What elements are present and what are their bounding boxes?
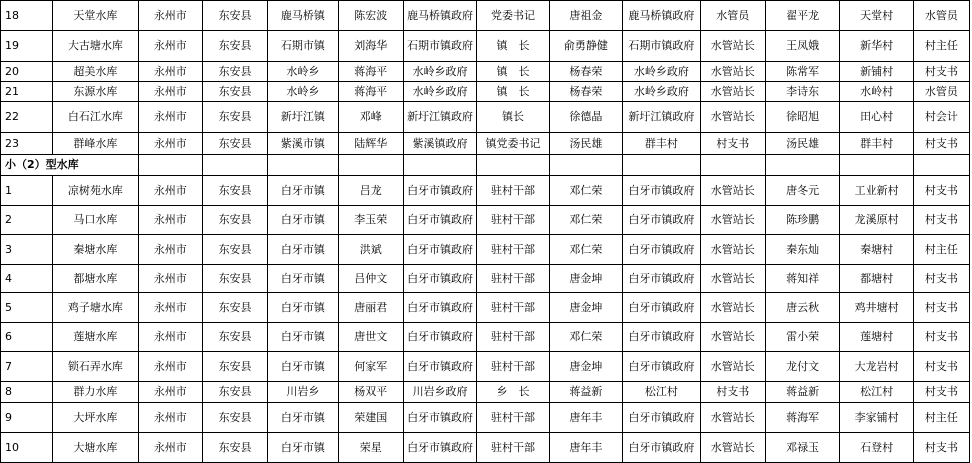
patrol-unit-cell: 石登村 <box>840 433 913 463</box>
tech-person-cell: 杨春荣 <box>549 62 622 82</box>
township-unit-cell: 白牙市镇政府 <box>403 265 476 293</box>
tech-person-cell: 邓仁荣 <box>549 176 622 206</box>
patrol-person-cell: 唐冬元 <box>765 176 839 206</box>
patrol-unit-cell: 天堂村 <box>840 1 913 31</box>
patrol-post-cell: 村主任 <box>913 403 969 433</box>
table-row <box>1 176 970 206</box>
reservoir-name-cell: 凉树苑水库 <box>53 176 139 206</box>
tech-person-cell: 唐金坤 <box>549 265 622 293</box>
row-number-cell: 6 <box>1 323 53 352</box>
patrol-unit-cell: 鸡井塘村 <box>840 293 913 323</box>
township-unit-cell: 白牙市镇政府 <box>403 433 476 463</box>
township-unit-cell: 白牙市镇政府 <box>403 206 476 235</box>
township-unit-cell: 白牙市镇政府 <box>403 403 476 433</box>
reservoir-name-cell: 秦塘水库 <box>53 235 139 265</box>
county-cell: 东安县 <box>202 31 267 62</box>
patrol-person-cell: 蒋海军 <box>765 403 839 433</box>
patrol-unit-cell: 龙溪原村 <box>840 206 913 235</box>
county-cell: 东安县 <box>202 293 267 323</box>
township-person-cell: 吕龙 <box>338 176 403 206</box>
tech-person-cell: 汤民雄 <box>549 133 622 155</box>
township-person-cell: 荣建国 <box>338 403 403 433</box>
reservoir-name-cell: 群力水库 <box>53 382 139 403</box>
tech-unit-cell: 白牙市镇政府 <box>623 433 701 463</box>
tech-unit-cell: 白牙市镇政府 <box>623 235 701 265</box>
county-cell: 东安县 <box>202 62 267 82</box>
city-cell: 永州市 <box>138 82 202 102</box>
township-post-cell: 镇 长 <box>477 82 549 102</box>
township-cell: 紫溪市镇 <box>268 133 338 155</box>
township-post-cell: 驻村干部 <box>477 433 549 463</box>
tech-unit-cell: 群丰村 <box>623 133 701 155</box>
table-row <box>1 206 970 235</box>
patrol-unit-cell: 群丰村 <box>840 133 913 155</box>
tech-unit-cell: 石期市镇政府 <box>623 31 701 62</box>
reservoir-name-cell: 东源水库 <box>53 82 139 102</box>
township-person-cell: 陆辉华 <box>338 133 403 155</box>
tech-person-cell: 邓仁荣 <box>549 323 622 352</box>
tech-post-cell: 水管站长 <box>700 403 765 433</box>
table-row <box>1 102 970 133</box>
patrol-post-cell: 村支书 <box>913 323 969 352</box>
township-person-cell: 刘海华 <box>338 31 403 62</box>
table-row <box>1 323 970 352</box>
table-row <box>1 1 970 31</box>
reservoir-name-cell: 群峰水库 <box>53 133 139 155</box>
township-post-cell: 驻村干部 <box>477 265 549 293</box>
tech-post-cell: 水管站长 <box>700 31 765 62</box>
township-unit-cell: 水岭乡政府 <box>403 82 476 102</box>
table-row <box>1 235 970 265</box>
patrol-unit-cell: 田心村 <box>840 102 913 133</box>
city-cell: 永州市 <box>138 433 202 463</box>
township-post-cell: 镇 长 <box>477 31 549 62</box>
tech-unit-cell: 新圩江镇政府 <box>623 102 701 133</box>
county-cell: 东安县 <box>202 352 267 382</box>
city-cell: 永州市 <box>138 382 202 403</box>
row-number-cell: 3 <box>1 235 53 265</box>
township-person-cell: 蒋海平 <box>338 82 403 102</box>
township-cell: 鹿马桥镇 <box>268 1 338 31</box>
township-person-cell: 陈宏波 <box>338 1 403 31</box>
patrol-unit-cell: 工业新村 <box>840 176 913 206</box>
tech-person-cell: 杨春荣 <box>549 82 622 102</box>
county-cell: 东安县 <box>202 102 267 133</box>
patrol-post-cell: 村支书 <box>913 433 969 463</box>
township-person-cell: 蒋海平 <box>338 62 403 82</box>
tech-post-cell: 水管站长 <box>700 433 765 463</box>
patrol-person-cell: 翟平龙 <box>765 1 839 31</box>
township-cell: 水岭乡 <box>268 82 338 102</box>
tech-unit-cell: 白牙市镇政府 <box>623 176 701 206</box>
patrol-person-cell: 蒋知祥 <box>765 265 839 293</box>
tech-post-cell: 水管站长 <box>700 176 765 206</box>
row-number-cell: 4 <box>1 265 53 293</box>
township-unit-cell: 白牙市镇政府 <box>403 176 476 206</box>
township-person-cell: 何家军 <box>338 352 403 382</box>
reservoir-name-cell: 锁石弄水库 <box>53 352 139 382</box>
patrol-person-cell: 蒋益新 <box>765 382 839 403</box>
city-cell: 永州市 <box>138 31 202 62</box>
township-cell: 川岩乡 <box>268 382 338 403</box>
patrol-post-cell: 村支书 <box>913 206 969 235</box>
township-unit-cell: 白牙市镇政府 <box>403 352 476 382</box>
tech-unit-cell: 白牙市镇政府 <box>623 323 701 352</box>
patrol-person-cell: 秦东灿 <box>765 235 839 265</box>
patrol-post-cell: 水管员 <box>913 1 969 31</box>
township-cell: 新圩江镇 <box>268 102 338 133</box>
patrol-post-cell: 村支书 <box>913 265 969 293</box>
table-row <box>1 403 970 433</box>
township-post-cell: 驻村干部 <box>477 293 549 323</box>
city-cell: 永州市 <box>138 1 202 31</box>
patrol-post-cell: 水管员 <box>913 82 969 102</box>
tech-person-cell: 邓仁荣 <box>549 206 622 235</box>
township-cell: 白牙市镇 <box>268 323 338 352</box>
patrol-post-cell: 村主任 <box>913 31 969 62</box>
county-cell: 东安县 <box>202 403 267 433</box>
township-person-cell: 荣星 <box>338 433 403 463</box>
patrol-unit-cell: 秦塘村 <box>840 235 913 265</box>
township-person-cell: 唐丽君 <box>338 293 403 323</box>
patrol-unit-cell: 大龙岩村 <box>840 352 913 382</box>
city-cell: 永州市 <box>138 235 202 265</box>
section-header <box>1 155 970 176</box>
city-cell: 永州市 <box>138 265 202 293</box>
township-post-cell: 驻村干部 <box>477 323 549 352</box>
tech-person-cell: 唐祖金 <box>549 1 622 31</box>
city-cell: 永州市 <box>138 206 202 235</box>
patrol-person-cell: 陈常军 <box>765 62 839 82</box>
township-post-cell: 党委书记 <box>477 1 549 31</box>
tech-unit-cell: 白牙市镇政府 <box>623 403 701 433</box>
table-row <box>1 82 970 102</box>
patrol-person-cell: 龙付文 <box>765 352 839 382</box>
row-number-cell: 8 <box>1 382 53 403</box>
patrol-unit-cell: 水岭村 <box>840 82 913 102</box>
township-post-cell: 镇长 <box>477 102 549 133</box>
township-unit-cell: 白牙市镇政府 <box>403 235 476 265</box>
patrol-post-cell: 村支书 <box>913 133 969 155</box>
patrol-post-cell: 村支书 <box>913 176 969 206</box>
township-person-cell: 李玉荣 <box>338 206 403 235</box>
tech-unit-cell: 鹿马桥镇政府 <box>623 1 701 31</box>
tech-person-cell: 徐德晶 <box>549 102 622 133</box>
township-cell: 白牙市镇 <box>268 403 338 433</box>
tech-post-cell: 水管站长 <box>700 323 765 352</box>
tech-post-cell: 水管站长 <box>700 82 765 102</box>
reservoir-name-cell: 大坪水库 <box>53 403 139 433</box>
tech-unit-cell: 白牙市镇政府 <box>623 352 701 382</box>
row-number-cell: 9 <box>1 403 53 433</box>
row-number-cell: 23 <box>1 133 53 155</box>
county-cell: 东安县 <box>202 382 267 403</box>
patrol-person-cell: 徐昭旭 <box>765 102 839 133</box>
township-cell: 白牙市镇 <box>268 235 338 265</box>
township-post-cell: 驻村干部 <box>477 403 549 433</box>
row-number-cell: 7 <box>1 352 53 382</box>
county-cell: 东安县 <box>202 1 267 31</box>
township-unit-cell: 鹿马桥镇政府 <box>403 1 476 31</box>
table-row <box>1 133 970 155</box>
township-post-cell: 镇党委书记 <box>477 133 549 155</box>
township-cell: 白牙市镇 <box>268 433 338 463</box>
county-cell: 东安县 <box>202 206 267 235</box>
tech-unit-cell: 水岭乡政府 <box>623 62 701 82</box>
tech-person-cell: 唐金坤 <box>549 352 622 382</box>
patrol-unit-cell: 松江村 <box>840 382 913 403</box>
township-cell: 白牙市镇 <box>268 352 338 382</box>
county-cell: 东安县 <box>202 133 267 155</box>
patrol-post-cell: 村支书 <box>913 293 969 323</box>
tech-post-cell: 水管员 <box>700 1 765 31</box>
county-cell: 东安县 <box>202 323 267 352</box>
reservoir-name-cell: 天堂水库 <box>53 1 139 31</box>
patrol-unit-cell: 新铺村 <box>840 62 913 82</box>
township-cell: 石期市镇 <box>268 31 338 62</box>
section-row <box>1 155 970 176</box>
row-number-cell: 5 <box>1 293 53 323</box>
reservoir-name-cell: 莲塘水库 <box>53 323 139 352</box>
township-unit-cell: 紫溪镇政府 <box>403 133 476 155</box>
township-unit-cell: 白牙市镇政府 <box>403 323 476 352</box>
reservoir-name-cell: 白石江水库 <box>53 102 139 133</box>
table-body-bottom <box>1 176 970 463</box>
township-unit-cell: 石期市镇政府 <box>403 31 476 62</box>
row-number-cell: 19 <box>1 31 53 62</box>
reservoir-name-cell: 鸡子塘水库 <box>53 293 139 323</box>
table-row <box>1 31 970 62</box>
township-post-cell: 乡 长 <box>477 382 549 403</box>
tech-unit-cell: 白牙市镇政府 <box>623 265 701 293</box>
county-cell: 东安县 <box>202 82 267 102</box>
tech-person-cell: 唐年丰 <box>549 433 622 463</box>
tech-person-cell: 唐金坤 <box>549 293 622 323</box>
township-unit-cell: 新圩江镇政府 <box>403 102 476 133</box>
township-person-cell: 洪斌 <box>338 235 403 265</box>
county-cell: 东安县 <box>202 265 267 293</box>
reservoir-name-cell: 超美水库 <box>53 62 139 82</box>
tech-unit-cell: 松江村 <box>623 382 701 403</box>
township-person-cell: 杨双平 <box>338 382 403 403</box>
tech-person-cell: 蒋益新 <box>549 382 622 403</box>
row-number-cell: 18 <box>1 1 53 31</box>
row-number-cell: 10 <box>1 433 53 463</box>
city-cell: 永州市 <box>138 102 202 133</box>
county-cell: 东安县 <box>202 433 267 463</box>
patrol-post-cell: 村支书 <box>913 352 969 382</box>
table-row <box>1 352 970 382</box>
tech-person-cell: 邓仁荣 <box>549 235 622 265</box>
patrol-person-cell: 唐云秋 <box>765 293 839 323</box>
tech-post-cell: 水管站长 <box>700 206 765 235</box>
tech-unit-cell: 白牙市镇政府 <box>623 206 701 235</box>
township-person-cell: 唐世文 <box>338 323 403 352</box>
tech-post-cell: 水管站长 <box>700 102 765 133</box>
township-cell: 白牙市镇 <box>268 293 338 323</box>
township-post-cell: 驻村干部 <box>477 176 549 206</box>
tech-post-cell: 水管站长 <box>700 235 765 265</box>
patrol-post-cell: 村主任 <box>913 235 969 265</box>
row-number-cell: 22 <box>1 102 53 133</box>
patrol-post-cell: 村会计 <box>913 102 969 133</box>
county-cell: 东安县 <box>202 235 267 265</box>
township-post-cell: 驻村干部 <box>477 206 549 235</box>
table-row <box>1 293 970 323</box>
tech-post-cell: 村支书 <box>700 133 765 155</box>
tech-unit-cell: 白牙市镇政府 <box>623 293 701 323</box>
township-cell: 水岭乡 <box>268 62 338 82</box>
section-title: 小（2）型水库 <box>1 155 139 176</box>
table-row <box>1 62 970 82</box>
township-cell: 白牙市镇 <box>268 176 338 206</box>
patrol-person-cell: 汤民雄 <box>765 133 839 155</box>
reservoir-name-cell: 大古塘水库 <box>53 31 139 62</box>
township-person-cell: 吕仲文 <box>338 265 403 293</box>
township-unit-cell: 水岭乡政府 <box>403 62 476 82</box>
city-cell: 永州市 <box>138 62 202 82</box>
reservoir-name-cell: 大塘水库 <box>53 433 139 463</box>
patrol-person-cell: 李诗东 <box>765 82 839 102</box>
table-row <box>1 265 970 293</box>
patrol-post-cell: 村支书 <box>913 382 969 403</box>
tech-person-cell: 唐年丰 <box>549 403 622 433</box>
tech-person-cell: 俞勇静健 <box>549 31 622 62</box>
tech-post-cell: 水管站长 <box>700 62 765 82</box>
row-number-cell: 21 <box>1 82 53 102</box>
township-unit-cell: 白牙市镇政府 <box>403 293 476 323</box>
township-post-cell: 镇 长 <box>477 62 549 82</box>
table-row <box>1 433 970 463</box>
township-unit-cell: 川岩乡政府 <box>403 382 476 403</box>
township-person-cell: 邓峰 <box>338 102 403 133</box>
county-cell: 东安县 <box>202 176 267 206</box>
row-number-cell: 20 <box>1 62 53 82</box>
tech-unit-cell: 水岭乡政府 <box>623 82 701 102</box>
tech-post-cell: 水管站长 <box>700 265 765 293</box>
township-post-cell: 驻村干部 <box>477 235 549 265</box>
tech-post-cell: 水管站长 <box>700 352 765 382</box>
table-row <box>1 382 970 403</box>
patrol-unit-cell: 都塘村 <box>840 265 913 293</box>
patrol-person-cell: 王凤娥 <box>765 31 839 62</box>
township-post-cell: 驻村干部 <box>477 352 549 382</box>
city-cell: 永州市 <box>138 293 202 323</box>
city-cell: 永州市 <box>138 133 202 155</box>
patrol-person-cell: 陈珍鹏 <box>765 206 839 235</box>
table-body-top <box>1 1 970 155</box>
city-cell: 永州市 <box>138 403 202 433</box>
patrol-person-cell: 邓禄玉 <box>765 433 839 463</box>
patrol-unit-cell: 李家铺村 <box>840 403 913 433</box>
reservoir-name-cell: 马口水库 <box>53 206 139 235</box>
row-number-cell: 1 <box>1 176 53 206</box>
row-number-cell: 2 <box>1 206 53 235</box>
township-cell: 白牙市镇 <box>268 206 338 235</box>
tech-post-cell: 水管站长 <box>700 293 765 323</box>
patrol-unit-cell: 新华村 <box>840 31 913 62</box>
reservoir-name-cell: 都塘水库 <box>53 265 139 293</box>
city-cell: 永州市 <box>138 176 202 206</box>
tech-post-cell: 村支书 <box>700 382 765 403</box>
patrol-person-cell: 雷小荣 <box>765 323 839 352</box>
township-cell: 白牙市镇 <box>268 265 338 293</box>
city-cell: 永州市 <box>138 323 202 352</box>
patrol-post-cell: 村支书 <box>913 62 969 82</box>
city-cell: 永州市 <box>138 352 202 382</box>
patrol-unit-cell: 莲塘村 <box>840 323 913 352</box>
